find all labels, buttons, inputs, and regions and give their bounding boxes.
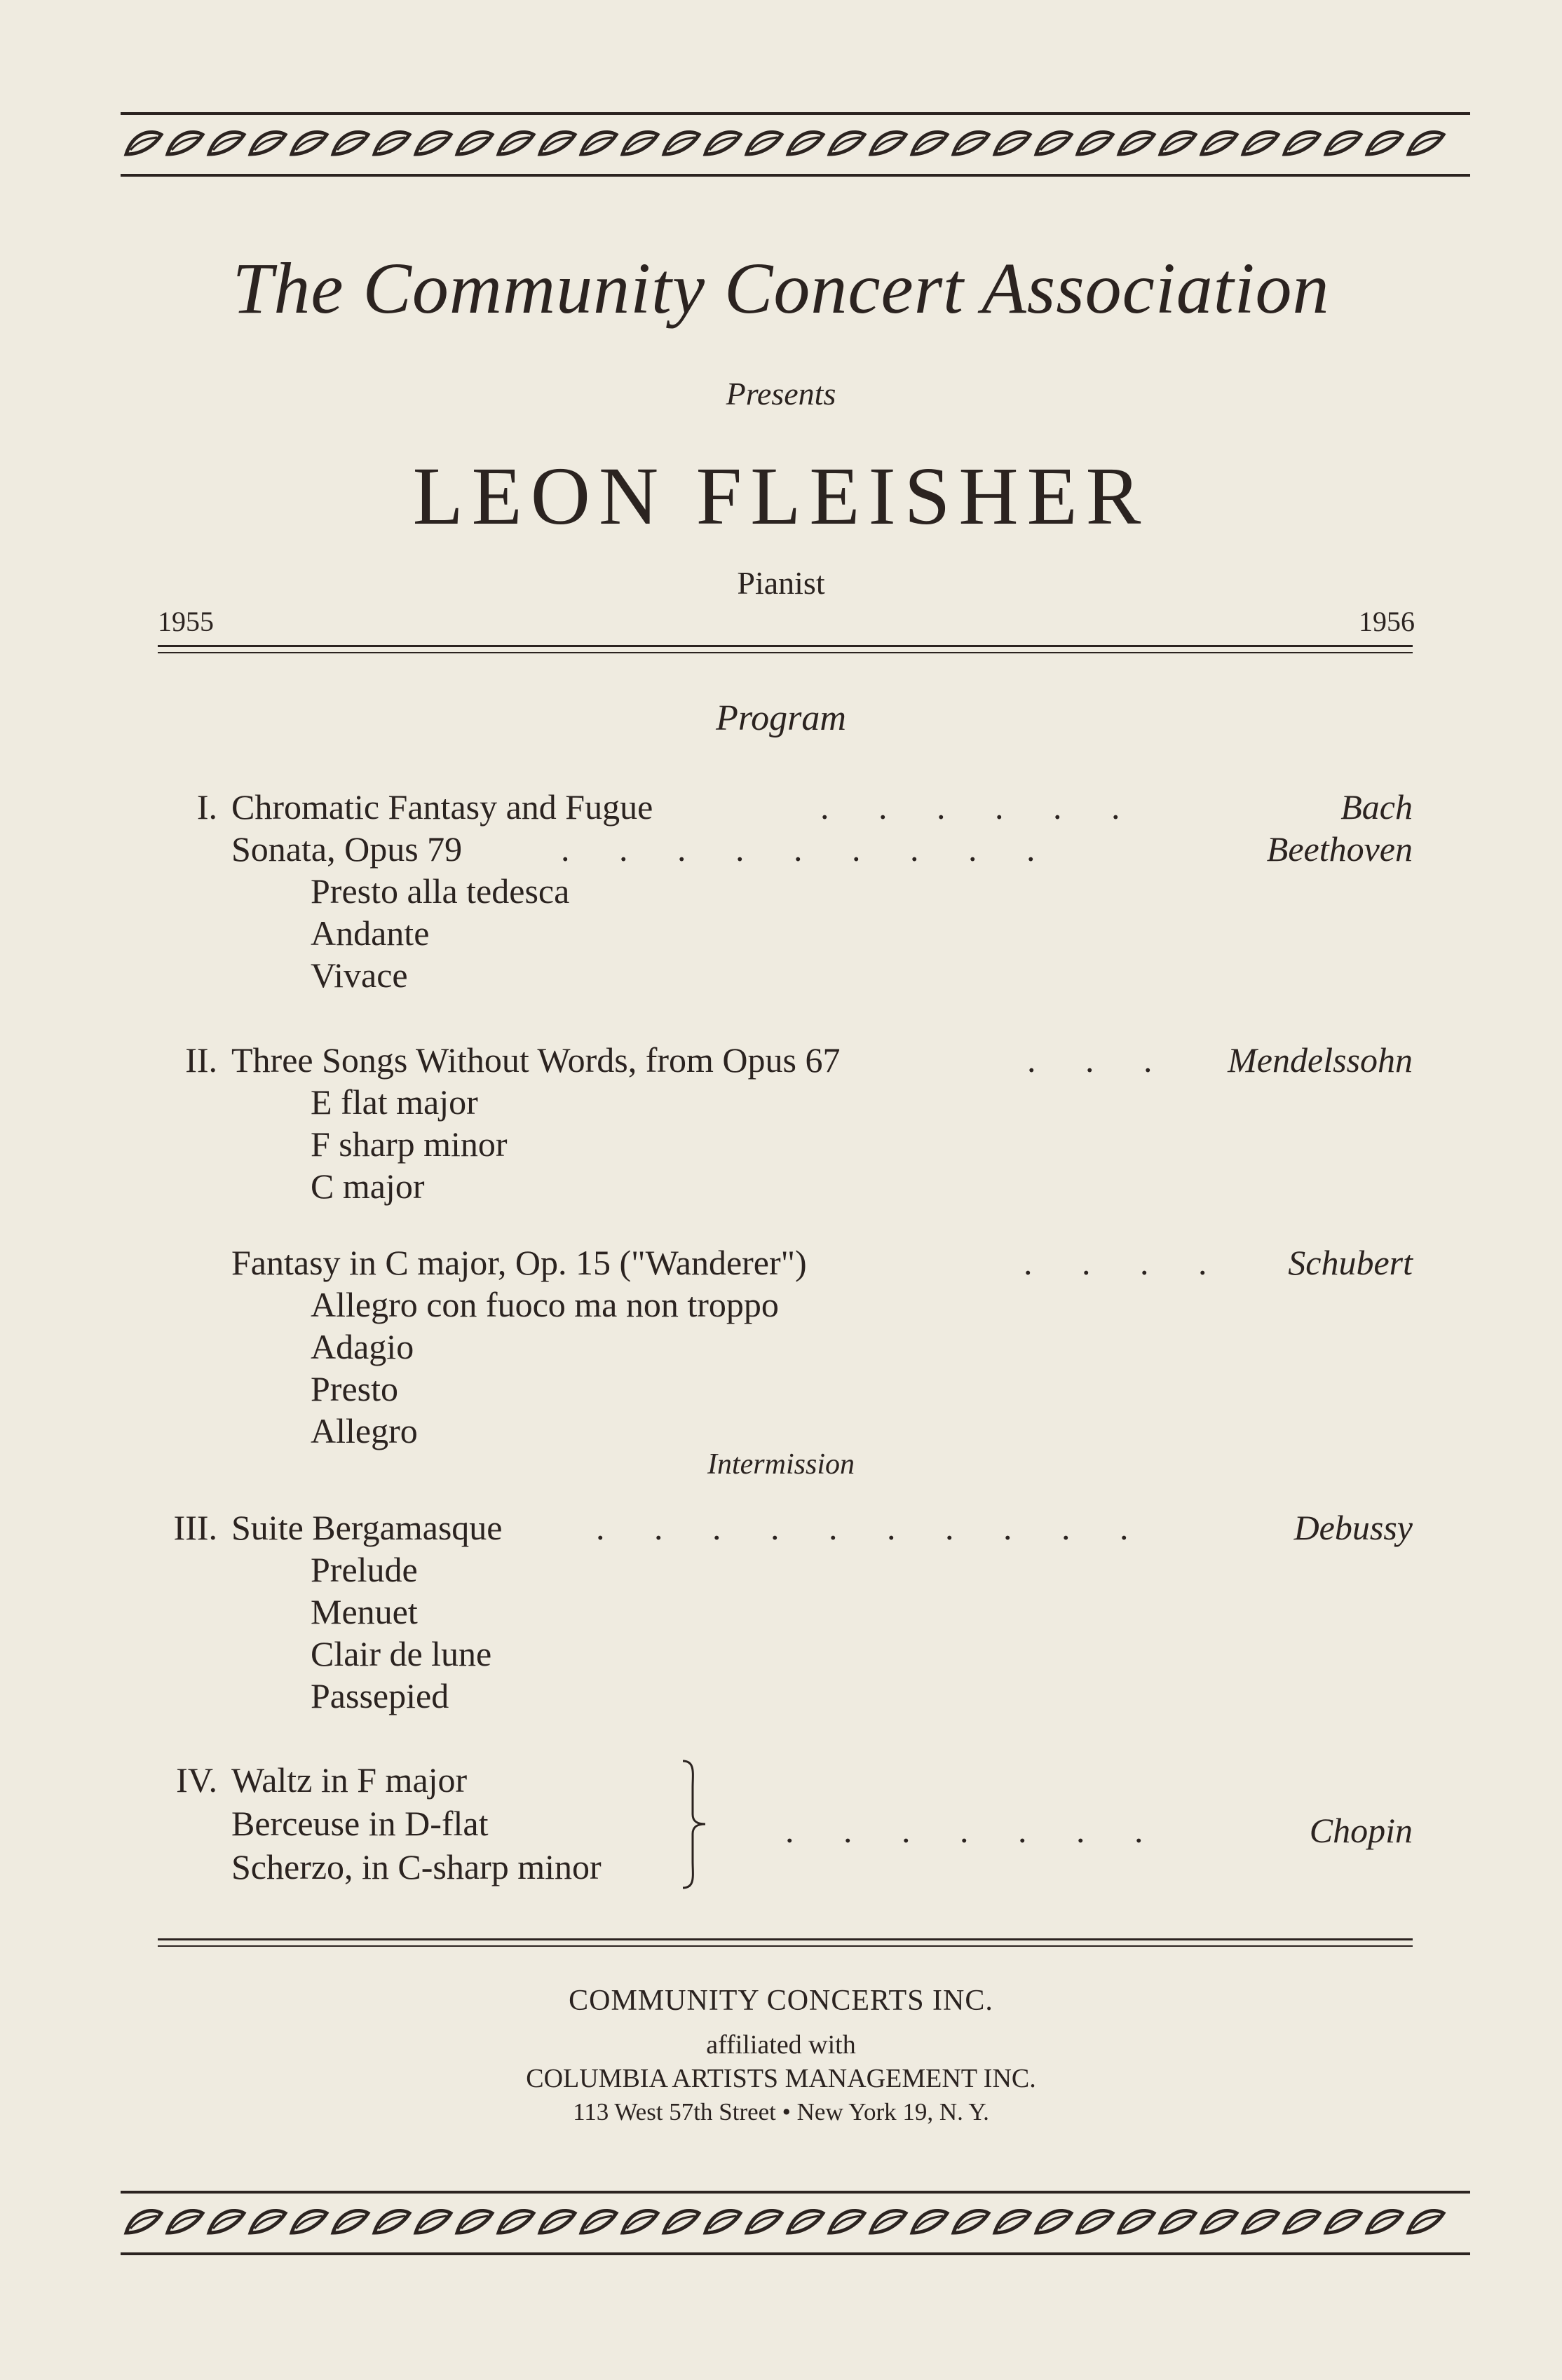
movement: Presto <box>311 1369 398 1408</box>
leader-dots: . . . . . . . . . <box>561 829 1035 869</box>
laurel-leaf-icon <box>1408 132 1444 154</box>
laurel-leaf-icon <box>581 132 616 154</box>
laurel-leaf-icon <box>292 132 327 154</box>
laurel-leaf-icon <box>581 2210 616 2233</box>
movement: Allegro con fuoco ma non troppo <box>311 1285 779 1324</box>
leader-dots: . . . . . . . <box>785 1811 1143 1850</box>
laurel-leaf-icon <box>1367 2210 1402 2233</box>
laurel-leaf-icon <box>1036 132 1071 154</box>
work-title: Sonata, Opus 79 <box>231 829 463 869</box>
movement: Adagio <box>311 1327 414 1366</box>
laurel-leaf-icon <box>1367 132 1402 154</box>
movement: Menuet <box>311 1592 418 1631</box>
laurel-leaf-icon <box>664 132 699 154</box>
leader-dots: . . . <box>1027 1040 1153 1080</box>
address-line: 113 West 57th Street • New York 19, N. Y. <box>573 2098 989 2126</box>
laurel-leaf-icon <box>333 132 368 154</box>
laurel-leaf-icon <box>498 2210 534 2233</box>
laurel-leaf-icon <box>1243 132 1278 154</box>
presents-label: Presents <box>726 376 836 412</box>
laurel-leaf-icon <box>540 132 575 154</box>
grouping-brace <box>680 1760 708 1889</box>
laurel-pattern-icon <box>121 119 1470 170</box>
laurel-leaf-icon <box>1284 132 1319 154</box>
laurel-leaf-icon <box>1078 2210 1113 2233</box>
laurel-leaf-icon <box>540 2210 575 2233</box>
laurel-leaf-icon <box>1326 2210 1361 2233</box>
company-name: COMMUNITY CONCERTS INC. <box>569 1985 993 2017</box>
laurel-leaf-icon <box>457 132 492 154</box>
movement: Clair de lune <box>311 1634 492 1673</box>
laurel-leaf-icon <box>1119 2210 1154 2233</box>
part-numeral: I. <box>196 787 217 827</box>
laurel-leaf-icon <box>829 2210 864 2233</box>
organization-title: The Community Concert Association <box>232 248 1330 329</box>
laurel-leaf-icon <box>1160 2210 1195 2233</box>
affiliation-text: affiliated with <box>706 2030 856 2060</box>
laurel-leaf-icon <box>1284 2210 1319 2233</box>
movement: Prelude <box>311 1550 418 1589</box>
laurel-leaf-icon <box>168 2210 203 2233</box>
season-start-year: 1955 <box>158 606 214 637</box>
laurel-leaf-icon <box>457 2210 492 2233</box>
laurel-leaf-icon <box>126 132 161 154</box>
top-ornamental-border <box>121 112 1470 177</box>
laurel-leaf-icon <box>333 2210 368 2233</box>
laurel-leaf-icon <box>250 2210 285 2233</box>
laurel-leaf-icon <box>995 132 1030 154</box>
footer-divider-thin <box>158 1945 1413 1947</box>
laurel-leaf-icon <box>664 2210 699 2233</box>
laurel-leaf-icon <box>1078 132 1113 154</box>
laurel-leaf-icon <box>126 2210 161 2233</box>
laurel-leaf-icon <box>705 2210 740 2233</box>
laurel-leaf-icon <box>871 132 906 154</box>
intermission-label: Intermission <box>707 1448 855 1481</box>
work-title: Chromatic Fantasy and Fugue <box>231 787 653 827</box>
laurel-leaf-icon <box>1036 2210 1071 2233</box>
composer-name: Debussy <box>1293 1508 1413 1547</box>
footer-divider <box>158 1938 1413 1940</box>
laurel-leaf-icon <box>953 2210 989 2233</box>
season-end-year: 1956 <box>1359 606 1415 637</box>
laurel-leaf-icon <box>1160 132 1195 154</box>
season-divider-thin <box>158 652 1413 653</box>
part-numeral: III. <box>173 1508 217 1547</box>
laurel-leaf-icon <box>1119 132 1154 154</box>
movement: E flat major <box>311 1082 478 1122</box>
season-divider <box>158 645 1413 647</box>
laurel-leaf-icon <box>374 2210 409 2233</box>
composer-name: Chopin <box>1309 1811 1413 1850</box>
laurel-leaf-icon <box>953 132 989 154</box>
management-name: COLUMBIA ARTISTS MANAGEMENT INC. <box>526 2064 1036 2093</box>
laurel-leaf-icon <box>1326 132 1361 154</box>
laurel-leaf-icon <box>623 132 658 154</box>
laurel-leaf-icon <box>168 132 203 154</box>
leader-dots: . . . . . . <box>820 787 1120 827</box>
laurel-leaf-icon <box>416 132 451 154</box>
laurel-leaf-icon <box>705 132 740 154</box>
composer-name: Schubert <box>1288 1243 1413 1282</box>
artist-role: Pianist <box>737 565 825 601</box>
laurel-leaf-icon <box>829 132 864 154</box>
movement: Allegro <box>311 1411 418 1450</box>
laurel-leaf-icon <box>1408 2210 1444 2233</box>
part-numeral: II. <box>185 1040 217 1080</box>
work-title: Berceuse in D-flat <box>231 1804 489 1843</box>
leader-dots: . . . . <box>1024 1243 1207 1282</box>
laurel-leaf-icon <box>747 2210 782 2233</box>
laurel-leaf-icon <box>788 132 823 154</box>
laurel-leaf-icon <box>747 132 782 154</box>
work-title: Fantasy in C major, Op. 15 ("Wanderer") <box>231 1243 807 1282</box>
movement: Vivace <box>311 956 408 995</box>
laurel-leaf-icon <box>250 132 285 154</box>
movement: Andante <box>311 913 430 953</box>
artist-name: LEON FLEISHER <box>412 450 1150 542</box>
work-title: Three Songs Without Words, from Opus 67 <box>231 1040 841 1080</box>
work-title: Suite Bergamasque <box>231 1508 503 1547</box>
composer-name: Mendelssohn <box>1228 1040 1413 1080</box>
movement: C major <box>311 1167 425 1206</box>
work-title: Scherzo, in C-sharp minor <box>231 1847 602 1886</box>
laurel-leaf-icon <box>416 2210 451 2233</box>
laurel-leaf-icon <box>1243 2210 1278 2233</box>
movement: Presto alla tedesca <box>311 871 570 911</box>
laurel-leaf-icon <box>498 132 534 154</box>
laurel-leaf-icon <box>209 2210 244 2233</box>
laurel-leaf-icon <box>1202 132 1237 154</box>
movement: F sharp minor <box>311 1124 508 1164</box>
bottom-ornamental-border <box>121 2191 1470 2255</box>
laurel-leaf-icon <box>912 2210 947 2233</box>
part-numeral: IV. <box>176 1760 217 1800</box>
laurel-leaf-icon <box>374 132 409 154</box>
laurel-leaf-icon <box>912 132 947 154</box>
composer-name: Bach <box>1340 787 1413 827</box>
movement: Passepied <box>311 1676 449 1715</box>
laurel-pattern-icon <box>121 2198 1470 2248</box>
laurel-leaf-icon <box>1202 2210 1237 2233</box>
composer-name: Beethoven <box>1266 829 1413 869</box>
leader-dots: . . . . . . . . . . <box>596 1508 1129 1547</box>
laurel-leaf-icon <box>871 2210 906 2233</box>
work-title: Waltz in F major <box>231 1760 468 1800</box>
laurel-leaf-icon <box>209 132 244 154</box>
laurel-leaf-icon <box>788 2210 823 2233</box>
program-heading: Program <box>716 698 846 738</box>
laurel-leaf-icon <box>292 2210 327 2233</box>
laurel-leaf-icon <box>623 2210 658 2233</box>
laurel-leaf-icon <box>995 2210 1030 2233</box>
